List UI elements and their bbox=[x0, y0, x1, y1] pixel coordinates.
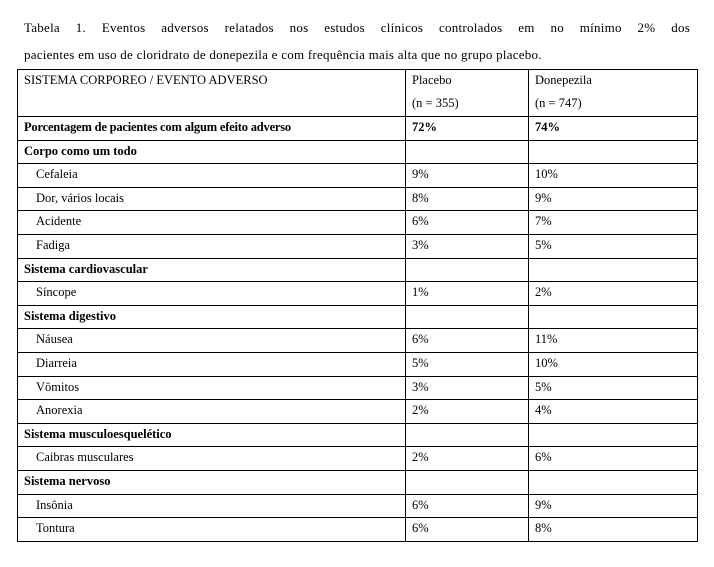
row-placebo-value: 6% bbox=[406, 494, 529, 518]
section-label: Sistema nervoso bbox=[18, 470, 406, 494]
row-placebo-value: 72% bbox=[406, 117, 529, 141]
row-label: Anorexia bbox=[18, 400, 406, 424]
section-label: Sistema musculoesquelético bbox=[18, 423, 406, 447]
table-row bbox=[18, 211, 698, 235]
row-label: Cefaleia bbox=[18, 164, 406, 188]
row-label: Tontura bbox=[18, 518, 406, 542]
caption-line-2: pacientes em uso de cloridrato de donepezila e com frequência mais alta que no grupo placebo. bbox=[24, 47, 542, 62]
row-donepezila-value bbox=[529, 470, 698, 494]
table-row bbox=[18, 234, 698, 258]
row-label: Porcentagem de pacientes com algum efeito adverso bbox=[18, 117, 406, 141]
row-placebo-value: 6% bbox=[406, 211, 529, 235]
header-placebo-label: Placebo bbox=[412, 73, 452, 87]
row-donepezila-value: 5% bbox=[529, 234, 698, 258]
row-placebo-value: 1% bbox=[406, 282, 529, 306]
row-donepezila-value: 10% bbox=[529, 352, 698, 376]
row-donepezila-value bbox=[529, 140, 698, 164]
table-caption bbox=[24, 14, 690, 68]
table-row bbox=[18, 518, 698, 542]
table-row bbox=[18, 282, 698, 306]
header-donepezila-n: (n = 747) bbox=[535, 96, 582, 110]
row-placebo-value: 6% bbox=[406, 329, 529, 353]
row-donepezila-value bbox=[529, 305, 698, 329]
table-row bbox=[18, 423, 698, 447]
row-placebo-value bbox=[406, 305, 529, 329]
row-label: Vômitos bbox=[18, 376, 406, 400]
row-donepezila-value: 6% bbox=[529, 447, 698, 471]
table-row bbox=[18, 117, 698, 141]
table-row bbox=[18, 352, 698, 376]
header-placebo-n: (n = 355) bbox=[412, 96, 459, 110]
row-placebo-value: 6% bbox=[406, 518, 529, 542]
header-system-event-label: SISTEMA CORPOREO / EVENTO ADVERSO bbox=[24, 73, 268, 87]
row-placebo-value bbox=[406, 140, 529, 164]
row-placebo-value: 9% bbox=[406, 164, 529, 188]
row-donepezila-value bbox=[529, 258, 698, 282]
row-placebo-value bbox=[406, 258, 529, 282]
header-system-event bbox=[18, 70, 406, 117]
row-label: Náusea bbox=[18, 329, 406, 353]
table-row bbox=[18, 447, 698, 471]
row-placebo-value: 3% bbox=[406, 234, 529, 258]
table-row bbox=[18, 470, 698, 494]
adverse-events-table bbox=[17, 69, 698, 542]
table-row bbox=[18, 187, 698, 211]
row-label: Insônia bbox=[18, 494, 406, 518]
table-row bbox=[18, 376, 698, 400]
row-label: Diarreia bbox=[18, 352, 406, 376]
row-placebo-value: 2% bbox=[406, 400, 529, 424]
table-header-row bbox=[18, 70, 698, 117]
section-label: Sistema cardiovascular bbox=[18, 258, 406, 282]
row-donepezila-value: 10% bbox=[529, 164, 698, 188]
row-donepezila-value: 11% bbox=[529, 329, 698, 353]
row-donepezila-value: 7% bbox=[529, 211, 698, 235]
table-row bbox=[18, 305, 698, 329]
row-placebo-value bbox=[406, 423, 529, 447]
row-placebo-value: 2% bbox=[406, 447, 529, 471]
header-placebo bbox=[406, 70, 529, 117]
row-donepezila-value: 9% bbox=[529, 187, 698, 211]
row-donepezila-value: 74% bbox=[529, 117, 698, 141]
header-donepezila bbox=[529, 70, 698, 117]
table-row bbox=[18, 400, 698, 424]
row-placebo-value: 5% bbox=[406, 352, 529, 376]
row-placebo-value: 8% bbox=[406, 187, 529, 211]
row-label: Dor, vários locais bbox=[18, 187, 406, 211]
row-placebo-value: 3% bbox=[406, 376, 529, 400]
caption-line-1: Tabela 1. Eventos adversos relatados nos estudos clínicos controlados em no mínimo 2% dos bbox=[24, 20, 690, 35]
row-donepezila-value: 2% bbox=[529, 282, 698, 306]
row-donepezila-value: 8% bbox=[529, 518, 698, 542]
table-row bbox=[18, 329, 698, 353]
table-row bbox=[18, 494, 698, 518]
row-label: Caibras musculares bbox=[18, 447, 406, 471]
row-label: Acidente bbox=[18, 211, 406, 235]
table-row bbox=[18, 258, 698, 282]
table-row bbox=[18, 164, 698, 188]
row-donepezila-value: 4% bbox=[529, 400, 698, 424]
row-donepezila-value bbox=[529, 423, 698, 447]
row-label: Síncope bbox=[18, 282, 406, 306]
table-row bbox=[18, 140, 698, 164]
row-donepezila-value: 5% bbox=[529, 376, 698, 400]
row-donepezila-value: 9% bbox=[529, 494, 698, 518]
section-label: Corpo como um todo bbox=[18, 140, 406, 164]
section-label: Sistema digestivo bbox=[18, 305, 406, 329]
row-placebo-value bbox=[406, 470, 529, 494]
row-label: Fadiga bbox=[18, 234, 406, 258]
header-donepezila-label: Donepezila bbox=[535, 73, 592, 87]
